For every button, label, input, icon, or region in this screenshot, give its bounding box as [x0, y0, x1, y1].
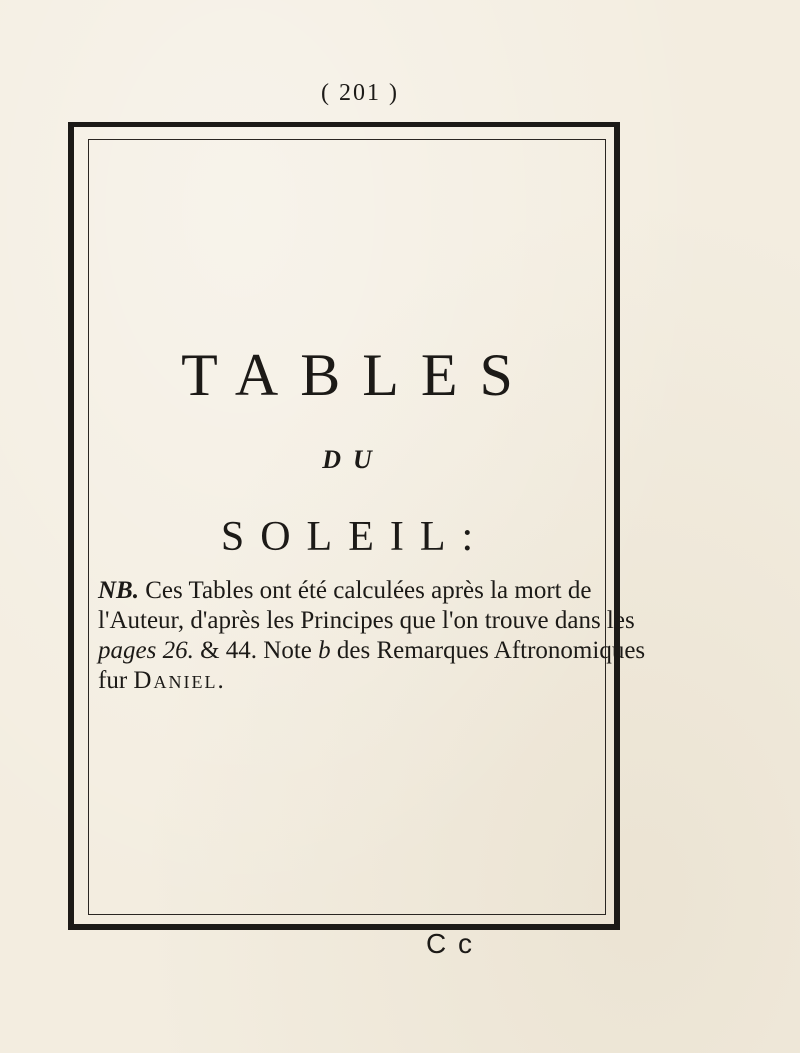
note-paragraph	[98, 576, 646, 696]
note-line-4	[98, 666, 600, 696]
note-letter: b	[318, 637, 331, 664]
note-line-3	[98, 636, 646, 666]
note-pages-number: 26.	[162, 637, 194, 664]
note-line-3-end: des Remarques Aftronomiques	[336, 637, 646, 664]
subtitle-soleil: SOLEIL:	[220, 514, 490, 560]
note-line-1	[98, 576, 600, 606]
note-pages-word: pages	[98, 637, 157, 664]
note-line-4-prefix: fur	[98, 667, 128, 694]
note-line-3-text: & 44. Note	[200, 637, 312, 664]
note-label: NB.	[98, 577, 139, 604]
note-line-1-text: Ces Tables ont été calculées après la mort de	[145, 577, 592, 604]
subtitle-du: DU	[322, 445, 384, 474]
page-title: TABLES	[181, 342, 535, 408]
note-line-2: l'Auteur, d'après les Principes que l'on trouve dans les	[98, 607, 635, 634]
note-author-name: Daniel.	[133, 667, 226, 694]
signature-mark: C c	[426, 928, 474, 959]
page-number: ( 201 )	[321, 80, 399, 106]
